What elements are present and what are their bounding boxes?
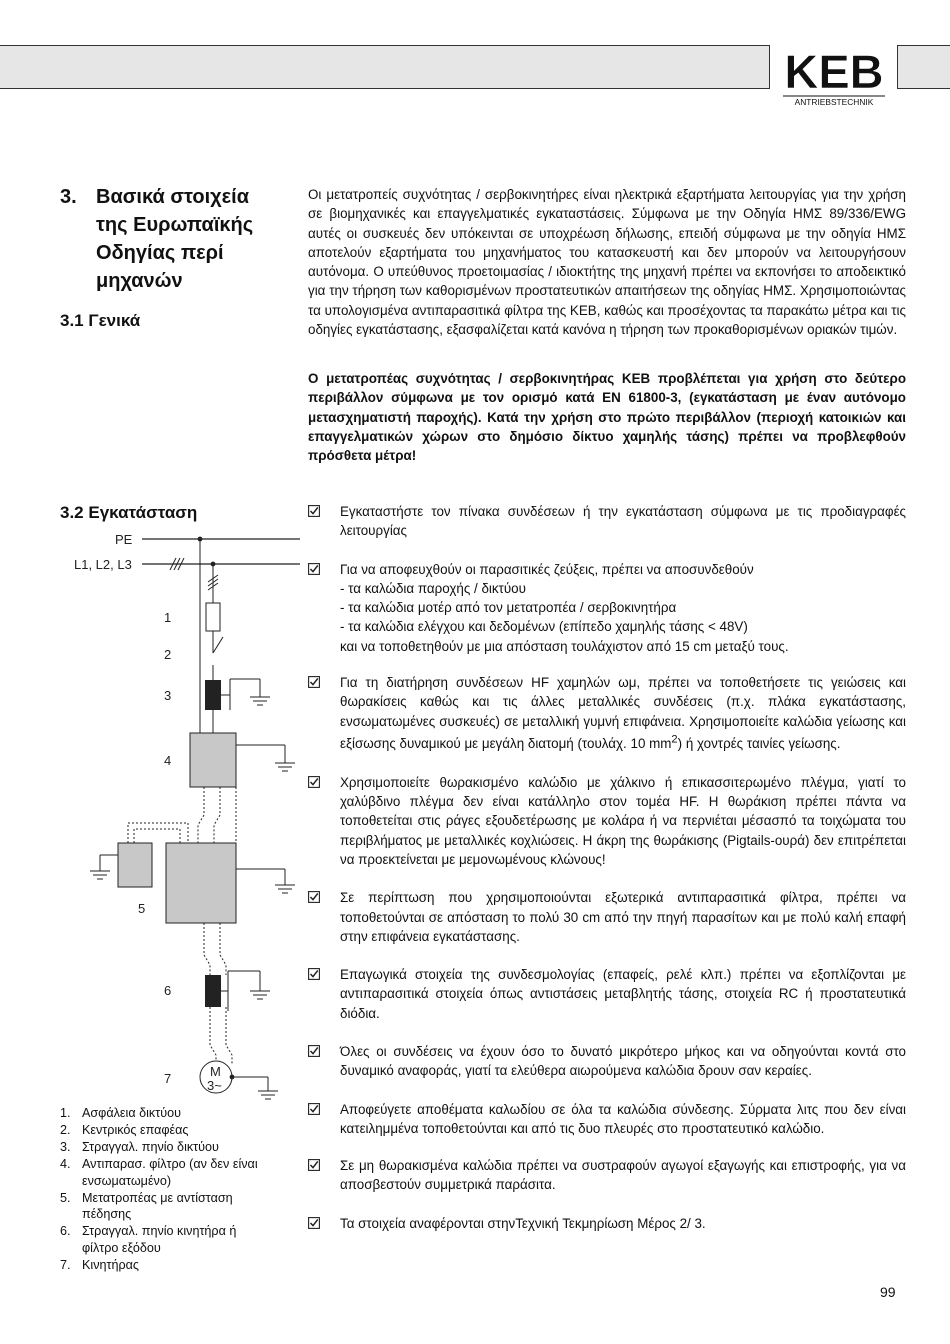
mains-label: L1, L2, L3 <box>74 557 132 572</box>
legend-text: Μετατροπέας με αντίσταση πέδησης <box>82 1190 233 1222</box>
checklist-text: Σε περίπτωση που χρησιμοποιούνται εξωτερικά αντιπαρασιτικά φίλτρα, πρέπει να τοποθετούνται σε απόσταση το πολύ 30 cm από την πηγή παρασίτων και με πολύ καλή επαφή στην επιφάνεια εγκατάστασης. <box>340 890 906 944</box>
section-number: 3. <box>60 186 77 208</box>
checklist-text: Όλες οι συνδέσεις να έχουν όσο το δυνατό μικρότερο μήκος και να οδηγούνται κοντά στο δυναμικό αναφοράς, γιατί τα ελεύθερα αιωρούμενα καλώδια δρουν σαν κεραίες. <box>340 1044 906 1079</box>
checklist-item <box>308 673 906 754</box>
checklist-text: Επαγωγικά στοιχεία της συνδεσμολογίας (επαφείς, ρελέ κλπ.) πρέπει να εξοπλίζονται με αντιπαρασιτικά στοιχεία όπως αντιστάσεις μεταβλητής τάσης, στοιχεία RC ή προστατευτικά διόδια. <box>340 967 906 1021</box>
subsection-heading-general: 3.1 Γενικά <box>60 311 141 330</box>
legend-number: 6. <box>60 1224 71 1239</box>
logo-text: KEB <box>784 45 884 98</box>
motor-sub: 3~ <box>207 1078 222 1093</box>
section-heading <box>60 183 271 295</box>
legend-item <box>60 1122 260 1139</box>
pe-node <box>198 537 203 542</box>
checkbox-icon <box>308 563 320 575</box>
line-choke <box>205 680 221 710</box>
checkbox-icon <box>308 1159 320 1171</box>
legend-item <box>60 1190 260 1224</box>
legend-item <box>60 1257 260 1274</box>
legend-number: 7. <box>60 1258 71 1273</box>
legend-item <box>60 1105 260 1122</box>
legend-text: Αντιπαρασ. φίλτρο (αν δεν είναι ενσωματωμένο) <box>82 1156 258 1188</box>
legend-number: 4. <box>60 1156 71 1171</box>
checklist-item <box>308 560 906 656</box>
environment-note: Ο μετατροπέας συχνότητας / σερβοκινητήρας KEB προβλέπεται για χρήση στο δεύτερο περιβάλλον σύμφωνα με τον ορισμό κατά EN 61800-3, (εγκατάσταση με έναν αυτόνομο μετασχηματιστή παροχής). Κατά την χρήση στο πρώτο περιβάλλον (περιοχή κατοικιών και επαγγελματικών χώρων στο δημόσιο δίκτυο χαμηλής τάσης) πρέπει να προβλεφθούν πρόσθετα μέτρα! <box>308 371 906 464</box>
section-title: Βασικά στοιχεία της Ευρωπαϊκής Οδηγίας περί μηχανών <box>96 186 254 292</box>
general-paragraph: Οι μετατροπείς συχνότητας / σερβοκινητήρες είναι ηλεκτρικά εξαρτήματα λειτουργίας για την χρήση σε βιομηχανικές και επαγγελματικές εγκαταστάσεις. Σύμφωνα με την Οδηγία ΗΜΣ 89/336/EWG αυτές οι συσκευές δεν υπόκεινται σε υποχρέωση δήλωσης, επειδή σύμφωνα με την οδηγία ΗΜΣ αποτελούν εξαρτήματα του μηχανήματος του κατασκευστή και δεν μπορούν να λειτουργήσουν αυτόνομα. Ο υπεύθυνος προετοιμασίας / ιδιοκτήτης της μηχανή πρέπει να εκπονήσει το αποδεικτικό για την τήρηση των καθορισμένων προστατευτικών απαιτήσεων της οδηγίας ΗΜΣ. Χρησιμοποιώντας τα υπολογισμένα αντιπαρασιτικά φίλτρα της KEB, καθώς και προσέχοντας τα παρακάτω μέτρα και τις οδηγίες εγκατάστασης, εξασφαλίζεται κατά κανόνα η τήρηση των προκαθορισμένων οριακών τιμών. <box>308 187 906 338</box>
emc-filter <box>190 733 236 787</box>
item-number-3: 3 <box>164 688 172 703</box>
checklist-item <box>308 1042 906 1081</box>
wiring-diagram <box>60 525 300 1105</box>
checklist-text: Χρησιμοποιείτε θωρακισμένο καλώδιο με χάλκινο ή επικασσιτερωμένο πλέγμα, γιατί το χαλύβδινο πλέγμα δεν είναι κατάλληλο στον τομέα HF. Η θωράκιση πρέπει πάντα να τοποθετείται στις ράγες εξουδετέρωσης με κολάρα ή να περνιέται μέσασπό τα τοιχώματα του περιβλήματος με μεταλλικές κοχλιώσεις. Η άκρη της θωράκισης (Pigtails-ουρά) δεν επιτρέπεται να προεκτείνεται με μεμονωμένους κλώνους! <box>340 774 906 867</box>
legend-text: Κεντρικός επαφέας <box>82 1122 189 1137</box>
checkbox-icon <box>308 676 320 688</box>
legend-text: Κινητήρας <box>82 1258 139 1273</box>
checklist-text: Τα στοιχεία αναφέρονται στηνΤεχνική Τεκμηρίωση Μέρος 2/ 3. <box>340 1215 706 1231</box>
legend-text: Στραγγαλ. πηνίο δικτύου <box>82 1139 219 1154</box>
checklist-item <box>308 773 906 869</box>
checklist-item <box>308 502 906 541</box>
keb-logo <box>783 45 885 107</box>
checklist-text: Αποφεύγετε αποθέματα καλωδίου σε όλα τα καλώδια σύνδεσης. Σύρματα λιτς που δεν είναι κατειλημμένα τοποθετούνται και από τις δυο πλευρές στο προστατευτικό καλώδιο. <box>340 1101 906 1136</box>
phase-node <box>211 562 216 567</box>
legend-number: 5. <box>60 1190 71 1205</box>
legend-text: Ασφάλεια δικτύου <box>82 1106 181 1120</box>
checklist-item <box>308 1100 906 1139</box>
pe-label: PE <box>115 532 133 547</box>
inverter <box>166 843 236 923</box>
legend-number: 3. <box>60 1139 71 1154</box>
checkbox-icon <box>308 505 320 517</box>
legend-number: 2. <box>60 1122 71 1137</box>
item-number-1: 1 <box>164 610 172 625</box>
braking-resistor <box>118 843 152 887</box>
checkbox-icon <box>308 1045 320 1057</box>
installation-checklist <box>308 502 906 1233</box>
legend-text: Στραγγαλ. πηνίο κινητήρα ή φίλτρο εξόδου <box>82 1224 237 1256</box>
checklist-text: Για να αποφευχθούν οι παρασιτικές ζεύξεις, πρέπει να αποσυνδεθούν - τα καλώδια παροχής / δικτύου - τα καλώδια μοτέρ από τον μετατροπέα / σερβοκινητήρα - τα καλώδια ελέγχου και δεδομένων (επίπεδο χαμηλής τάσης < 48V) και να τοποθετηθούν με μια απόσταση τουλάχιστον από 15 cm μεταξύ τους. <box>340 561 789 654</box>
checkbox-icon <box>308 1103 320 1115</box>
checklist-text: Για τη διατήρηση συνδέσεων HF χαμηλών ωμ, πρέπει να τοποθετήσετε τις γειώσεις και θωρακίσεις καθώς και τις άλλες μεταλλικές συνδέσεις (π.χ. πλάκα εγκατάστασης, ενσωματωμένες συσκευές) σε μεταλλική γυμνή επιφάνεια. Χρησιμοποιείτε καλώδια γείωσης και εξίσωσης δυναμικού με μεγάλη διατομή (τουλάχ. 10 $mm^2$) ή χοντρές ταινίες γείωσης. <box>340 675 906 752</box>
item-number-7: 7 <box>164 1071 172 1086</box>
checklist-text: Εγκαταστήστε τον πίνακα συνδέσεων ή την εγκατάσταση σύμφωνα με τις προδιαγραφές λειτουργίας <box>340 504 906 539</box>
header-bar <box>0 45 770 89</box>
subsection-heading-installation: 3.2 Εγκατάσταση <box>60 503 198 522</box>
motor-choke <box>205 975 221 1007</box>
checklist-text: Σε μη θωρακισμένα καλώδια πρέπει να συστραφούν αγωγοί εξαγωγής και επιστροφής, για να αποσβεστούν συμμετρικά παράσιτα. <box>340 1158 906 1193</box>
legend-item <box>60 1156 260 1190</box>
fuse <box>206 603 220 631</box>
checklist-item <box>308 1156 906 1195</box>
checklist-item <box>308 888 906 946</box>
legend-item <box>60 1223 260 1257</box>
page-number: 99 <box>880 1284 896 1300</box>
item-number-4: 4 <box>164 753 172 768</box>
checklist-item <box>308 1214 906 1233</box>
contactor-switch <box>213 637 223 653</box>
diagram-legend <box>60 1105 260 1274</box>
motor-label: M <box>210 1064 221 1079</box>
checkbox-icon <box>308 776 320 788</box>
legend-number: 1. <box>60 1106 71 1120</box>
legend-item <box>60 1139 260 1156</box>
checkbox-icon <box>308 891 320 903</box>
checkbox-icon <box>308 968 320 980</box>
header-bar-right <box>897 45 950 89</box>
item-number-5: 5 <box>138 901 146 916</box>
checklist-item <box>308 965 906 1023</box>
logo-subtitle: ANTRIEBSTECHNIK <box>794 97 874 107</box>
checkbox-icon <box>308 1217 320 1229</box>
item-number-2: 2 <box>164 647 172 662</box>
item-number-6: 6 <box>164 983 172 998</box>
